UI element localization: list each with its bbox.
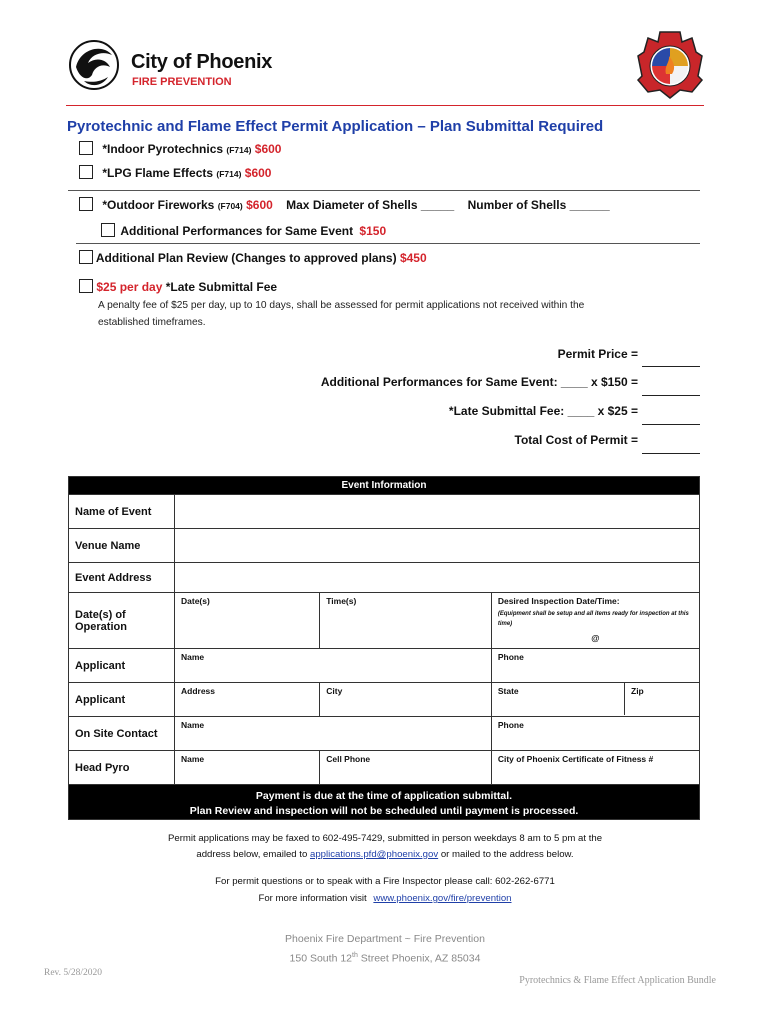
late-fee-price: $25 per day <box>96 280 163 294</box>
contact-phone-field[interactable] <box>491 717 699 751</box>
late-total-label: *Late Submittal Fee: ____ x $25 = <box>448 404 638 418</box>
option-additional-performances <box>101 223 386 238</box>
page-title: Pyrotechnic and Flame Effect Permit Application – Plan Submittal Required <box>67 118 604 135</box>
submit-info-post: or mailed to the address below. <box>440 849 574 860</box>
outdoor-checkbox[interactable] <box>79 197 93 211</box>
address-field[interactable] <box>175 683 320 717</box>
applicant-address-row-label: Applicant <box>69 683 175 717</box>
plan-review-price: $450 <box>399 251 427 265</box>
venue-name-label: Venue Name <box>69 529 175 563</box>
applicant-name-label: Name <box>181 652 205 662</box>
cert-fitness-label: City of Phoenix Certificate of Fitness # <box>497 754 654 764</box>
city-field[interactable] <box>320 683 492 717</box>
pyro-name-field[interactable] <box>175 751 320 785</box>
additional-total-line[interactable] <box>642 395 700 396</box>
revision-date: Rev. 5/28/2020 <box>44 968 102 978</box>
contact-name-field[interactable] <box>175 717 492 751</box>
permit-price-label: Permit Price = <box>557 347 638 361</box>
state-field[interactable] <box>492 683 625 715</box>
options-divider <box>68 190 700 191</box>
contact-phone-label: Phone <box>497 720 524 730</box>
lpg-code: (F714) <box>216 169 242 179</box>
indoor-checkbox[interactable] <box>79 141 93 155</box>
num-shells-field[interactable]: Number of Shells ______ <box>467 198 610 212</box>
city-logo <box>66 37 122 91</box>
department-address <box>0 952 770 965</box>
contact-name-label: Name <box>181 720 205 730</box>
head-pyro-label: Head Pyro <box>69 751 175 785</box>
more-info-pre: For more information visit <box>258 893 367 904</box>
option-plan-review <box>79 250 427 265</box>
event-info-table <box>68 476 700 820</box>
late-total-line[interactable] <box>642 424 700 425</box>
plan-review-label: Additional Plan Review (Changes to approved plans) <box>95 251 397 265</box>
outdoor-code: (F704) <box>217 201 243 211</box>
header-rule <box>66 105 704 106</box>
dates-of-operation-label: Date(s) of Operation <box>69 593 175 649</box>
event-address-field[interactable] <box>175 563 700 593</box>
dates-field[interactable] <box>175 593 320 649</box>
lpg-checkbox[interactable] <box>79 165 93 179</box>
late-fee-note-2: established timeframes. <box>98 317 206 328</box>
questions-line: For permit questions or to speak with a Fire Inspector please call: 602-262-6771 <box>215 876 555 887</box>
option-lpg <box>79 165 271 180</box>
address-post: Street Phoenix, AZ 85034 <box>357 952 481 965</box>
state-zip-field[interactable] <box>491 683 699 717</box>
late-fee-checkbox[interactable] <box>79 279 93 293</box>
payment-notice-line-1: Payment is due at the time of application submittal. <box>255 790 513 802</box>
at-symbol: @ <box>591 633 600 643</box>
max-diameter-field[interactable]: Max Diameter of Shells _____ <box>286 198 455 212</box>
org-name: City of Phoenix <box>131 51 273 73</box>
address-sup: th <box>352 952 358 959</box>
pyro-cell-field[interactable] <box>320 751 492 785</box>
more-info-line <box>0 893 770 904</box>
name-of-event-field[interactable] <box>175 495 700 529</box>
submit-info-pre: address below, emailed to <box>196 849 308 860</box>
dates-label: Date(s) <box>181 596 210 606</box>
zip-field[interactable] <box>625 683 699 715</box>
name-of-event-label: Name of Event <box>69 495 175 529</box>
org-dept: FIRE PREVENTION <box>132 76 232 88</box>
times-field[interactable] <box>320 593 492 649</box>
outdoor-price: $600 <box>246 198 273 212</box>
plan-review-checkbox[interactable] <box>79 250 93 264</box>
applicant-label: Applicant <box>69 649 175 683</box>
late-fee-label: *Late Submittal Fee <box>165 280 278 294</box>
state-label: State <box>497 686 519 696</box>
submit-info-line-2 <box>0 849 770 860</box>
inspection-note: (Equipment shall be setup and all items ready for inspection at this time) <box>497 611 689 627</box>
option-outdoor <box>79 197 610 212</box>
fire-badge <box>636 30 704 100</box>
payment-notice <box>69 785 700 820</box>
option-indoor <box>79 141 281 156</box>
additional-total-label: Additional Performances for Same Event: ____ x $150 = <box>320 375 638 389</box>
additional-performances-price: $150 <box>359 224 387 238</box>
lpg-price: $600 <box>244 166 272 180</box>
inspection-label: Desired Inspection Date/Time: <box>497 596 620 606</box>
lpg-label: *LPG Flame Effects <box>102 166 214 180</box>
cert-fitness-field[interactable] <box>491 751 699 785</box>
applicant-phone-field[interactable] <box>491 649 699 683</box>
option-late-fee <box>79 279 277 294</box>
options-divider-2 <box>76 243 700 244</box>
additional-performances-checkbox[interactable] <box>101 223 115 237</box>
applicant-phone-label: Phone <box>497 652 524 662</box>
total-cost-line[interactable] <box>642 453 700 454</box>
department-name: Phoenix Fire Department ~ Fire Prevention <box>285 933 485 945</box>
pyro-cell-label: Cell Phone <box>326 754 371 764</box>
website-link[interactable]: www.phoenix.gov/fire/prevention <box>373 893 512 904</box>
times-label: Time(s) <box>326 596 357 606</box>
indoor-label: *Indoor Pyrotechnics <box>102 142 224 156</box>
address-label: Address <box>181 686 216 696</box>
venue-name-field[interactable] <box>175 529 700 563</box>
payment-notice-line-2: Plan Review and inspection will not be scheduled until payment is processed. <box>189 805 579 817</box>
zip-label: Zip <box>631 686 644 696</box>
outdoor-label: *Outdoor Fireworks <box>102 198 215 212</box>
event-info-header: Event Information <box>69 477 700 495</box>
city-label: City <box>326 686 343 696</box>
applicant-name-field[interactable] <box>175 649 492 683</box>
event-address-label: Event Address <box>69 563 175 593</box>
inspection-field[interactable] <box>491 593 699 649</box>
late-fee-note-1: A penalty fee of $25 per day, up to 10 days, shall be assessed for permit applications not received within the <box>98 300 585 311</box>
permit-price-line[interactable] <box>642 366 700 367</box>
additional-performances-label: Additional Performances for Same Event <box>120 224 354 238</box>
on-site-contact-label: On Site Contact <box>69 717 175 751</box>
submit-info-line-1: Permit applications may be faxed to 602-495-7429, submitted in person weekdays 8 am to 5 pm at the <box>167 833 603 844</box>
total-cost-label: Total Cost of Permit = <box>514 433 638 447</box>
email-link[interactable]: applications.pfd@phoenix.gov <box>309 849 439 860</box>
bundle-name: Pyrotechnics & Flame Effect Application Bundle <box>519 975 716 986</box>
address-pre: 150 South 12 <box>289 952 353 965</box>
indoor-price: $600 <box>254 142 282 156</box>
indoor-code: (F714) <box>226 145 252 155</box>
pyro-name-label: Name <box>181 754 205 764</box>
